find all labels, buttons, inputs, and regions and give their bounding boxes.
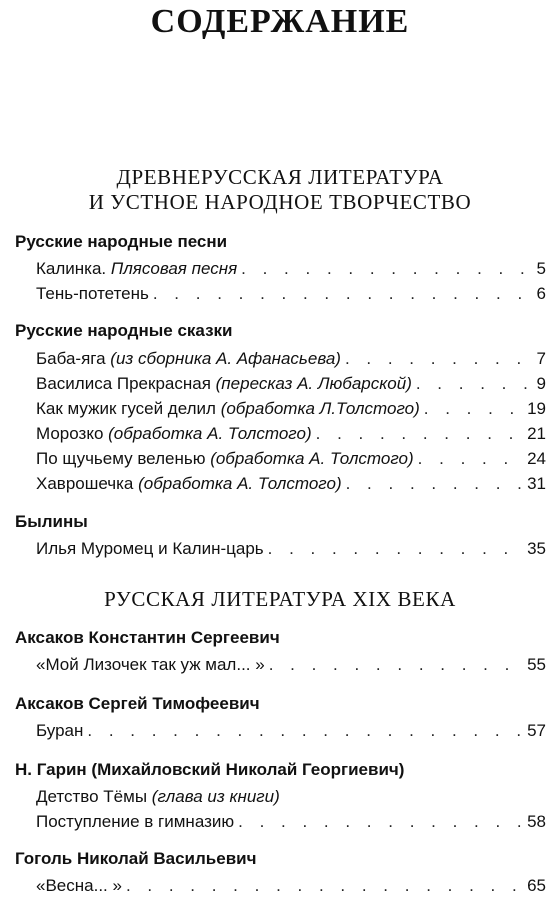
toc-entry[interactable] (36, 473, 546, 495)
entry-title: Илья Муромец и Калин-царь (36, 539, 264, 558)
author-name: Гоголь Николай Васильевич (15, 849, 257, 868)
dot-leader (316, 423, 523, 445)
toc-entry[interactable] (36, 654, 546, 676)
entry-note: (обработка А. Толстого) (108, 424, 312, 443)
toc-entry[interactable] (36, 423, 546, 445)
dot-leader (418, 448, 523, 470)
page-number: 7 (536, 349, 546, 368)
page-number: 55 (527, 655, 546, 674)
page-number: 65 (527, 876, 546, 895)
page-number: 58 (527, 812, 546, 831)
entry-note: (пересказ А. Любарской) (215, 374, 412, 393)
entry-title: «Мой Лизочек так уж мал... » (36, 655, 265, 674)
page-number: 35 (527, 539, 546, 558)
page-number: 6 (536, 284, 546, 303)
entry-note: (обработка А. Толстого) (138, 474, 342, 493)
page-number: 19 (527, 399, 546, 418)
author-name: Н. Гарин (Михайловский Николай Георгиевич) (15, 760, 405, 779)
dot-leader (416, 373, 533, 395)
work-title: Детство Тёмы (36, 787, 148, 806)
dot-leader (346, 473, 523, 495)
toc-entry[interactable] (36, 348, 546, 370)
toc-entry[interactable] (36, 258, 546, 280)
dot-leader (238, 811, 523, 833)
author-name: Аксаков Константин Сергеевич (15, 628, 280, 647)
entry-note: (из сборника А. Афанасьева) (110, 349, 341, 368)
entry-title: Как мужик гусей делил (36, 399, 216, 418)
entry-title: Калинка. (36, 259, 107, 278)
toc-entry[interactable] (36, 448, 546, 470)
group-heading-bylinas: Былины (15, 512, 88, 531)
page-number: 31 (527, 474, 546, 493)
entry-note: (обработка А. Толстого) (210, 449, 414, 468)
dot-leader (268, 538, 523, 560)
toc-entry[interactable] (36, 875, 546, 897)
page-number: 9 (536, 374, 546, 393)
entry-title: «Весна... » (36, 876, 122, 895)
work-heading (36, 786, 280, 808)
dot-leader (269, 654, 523, 676)
entry-title: Баба-яга (36, 349, 106, 368)
toc-entry[interactable] (36, 811, 546, 833)
entry-title: Тень-потетень (36, 284, 149, 303)
entry-title: По щучьему веленью (36, 449, 206, 468)
group-heading-songs: Русские народные песни (15, 232, 228, 251)
entry-title: Поступление в гимназию (36, 812, 235, 831)
dot-leader (424, 398, 523, 420)
entry-title: Буран (36, 721, 84, 740)
toc-entry[interactable] (36, 398, 546, 420)
work-note: (глава из книги) (151, 787, 280, 806)
page-title: СОДЕРЖАНИЕ (150, 3, 410, 40)
dot-leader (241, 258, 532, 280)
toc-entry[interactable] (36, 373, 546, 395)
entry-note: (обработка Л.Толстого) (220, 399, 420, 418)
toc-entry[interactable] (36, 720, 546, 742)
page-number: 57 (527, 721, 546, 740)
author-name: Аксаков Сергей Тимофеевич (15, 694, 260, 713)
section-title-line-1: ДРЕВНЕРУССКАЯ ЛИТЕРАТУРА (116, 165, 444, 189)
dot-leader (153, 283, 533, 305)
dot-leader (87, 720, 523, 742)
entry-title: Василиса Прекрасная (36, 374, 211, 393)
entry-note: Плясовая песня (110, 259, 238, 278)
group-heading-tales: Русские народные сказки (15, 321, 233, 340)
toc-entry[interactable] (36, 283, 546, 305)
entry-title: Хаврошечка (36, 474, 134, 493)
page-number: 24 (527, 449, 546, 468)
page-number: 5 (536, 259, 546, 278)
section-title-19th-century: РУССКАЯ ЛИТЕРАТУРА XIX ВЕКА (104, 587, 456, 611)
entry-title: Морозко (36, 424, 104, 443)
toc-entry[interactable] (36, 538, 546, 560)
page-number: 21 (527, 424, 546, 443)
dot-leader (126, 875, 523, 897)
section-title-line-2: И УСТНОЕ НАРОДНОЕ ТВОРЧЕСТВО (88, 190, 472, 214)
dot-leader (345, 348, 533, 370)
